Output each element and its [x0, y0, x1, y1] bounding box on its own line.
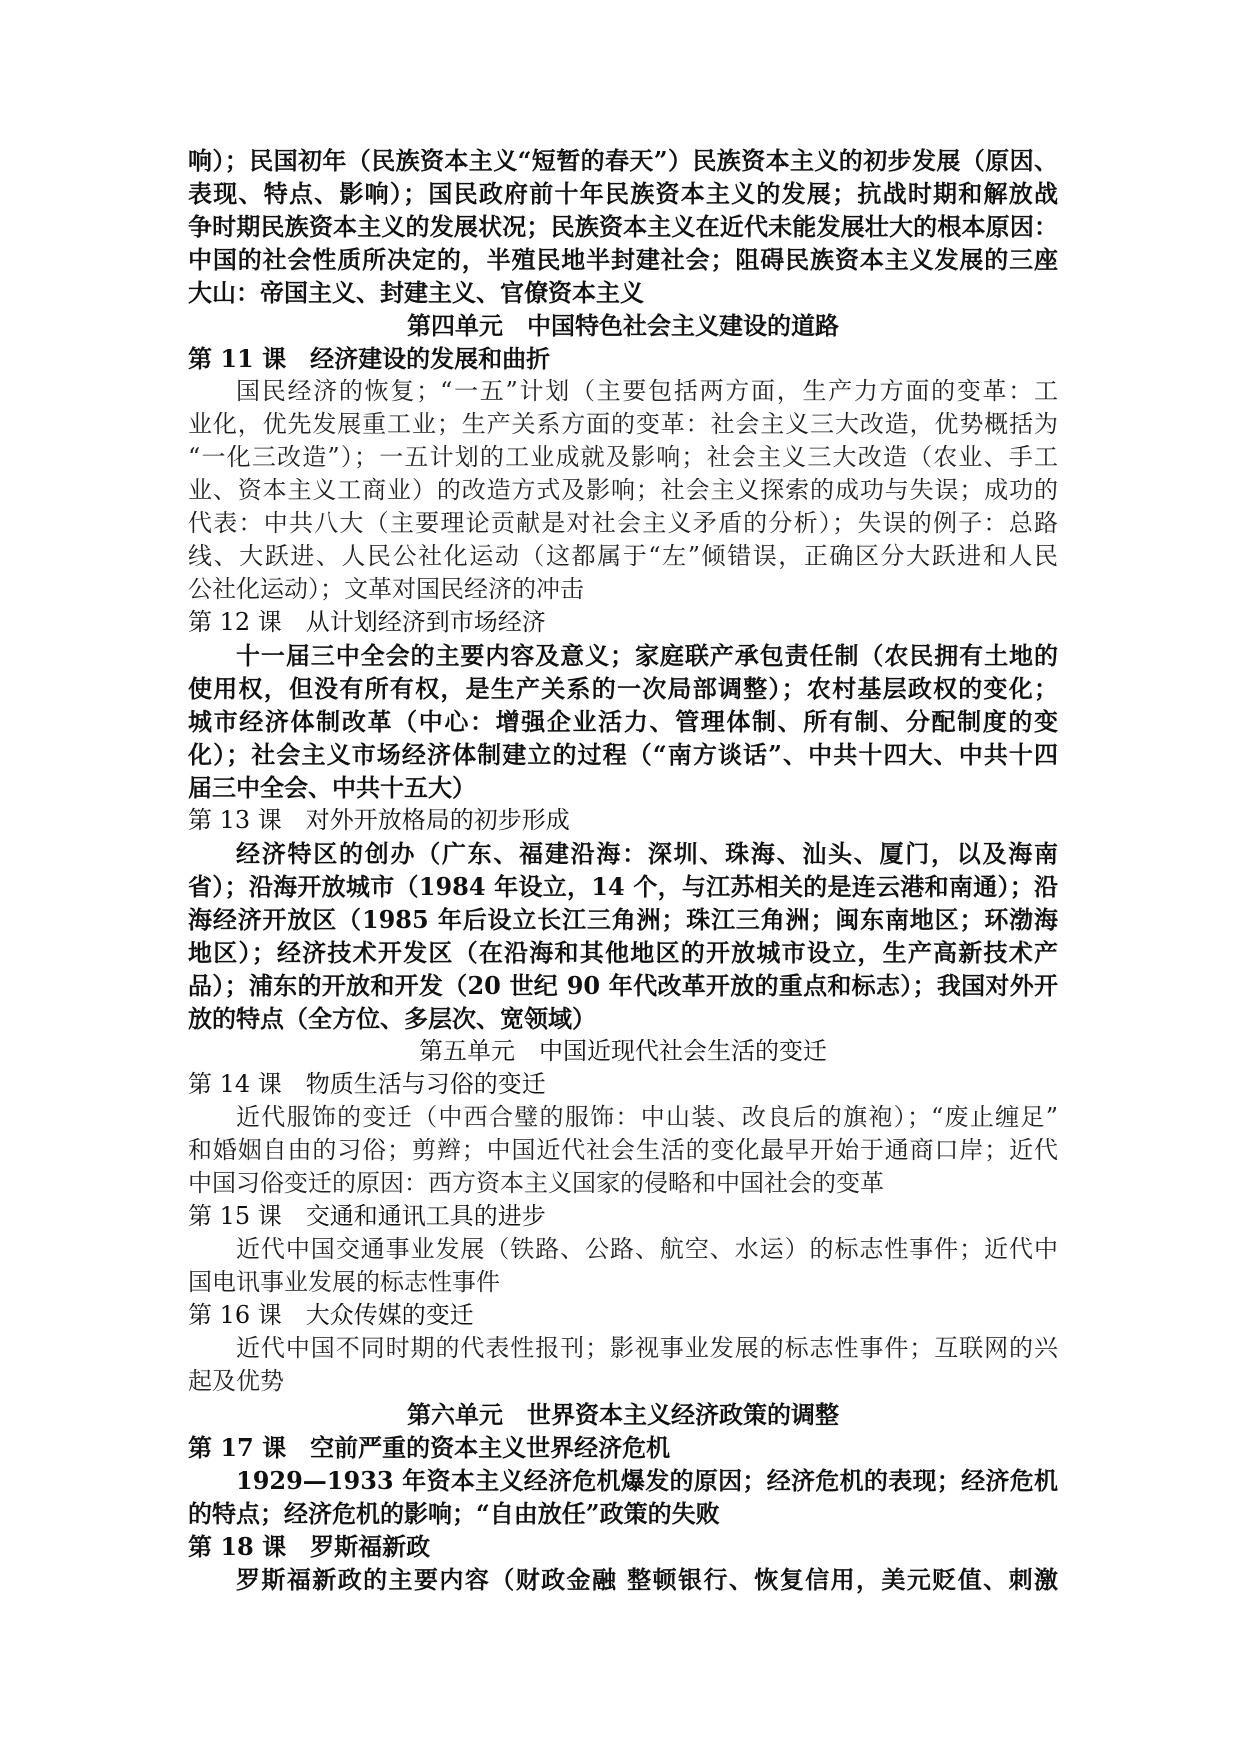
text-line: 品）；浦东的开放和开发（20 世纪 90 年代改革开放的重点和标志）；我国对外开 — [188, 971, 1058, 1000]
lesson-12-title: 第 12 课 从计划经济到市场经济 — [188, 608, 546, 636]
lesson-16-title: 第 16 课 大众传媒的变迁 — [188, 1301, 474, 1329]
lesson-17-body — [188, 1464, 1058, 1530]
lesson-15-body — [188, 1233, 1058, 1299]
text-line: 的特点；经济危机的影响；“自由放任”政策的失败 — [188, 1499, 720, 1528]
text-line: 表现、特点、影响）；国民政府前十年民族资本主义的发展；抗战时期和解放战 — [188, 179, 1058, 208]
text-line: 地区）；经济技术开发区（在沿海和其他地区的开放城市设立，生产高新技术产 — [188, 938, 1058, 967]
text-line: 中国习俗变迁的原因：西方资本主义国家的侵略和中国社会的变革 — [188, 1169, 884, 1197]
text-line: 放的特点（全方位、多层次、宽领域） — [188, 1004, 596, 1033]
text-line: 近代中国交通事业发展（铁路、公路、航空、水运）的标志性事件；近代中 — [236, 1235, 1058, 1263]
text-line: 届三中全会、中共十五大） — [188, 773, 476, 802]
lesson-12-body — [188, 639, 1058, 804]
unit-5-heading: 第五单元 中国近现代社会生活的变迁 — [419, 1037, 827, 1065]
document-page — [188, 144, 1058, 1596]
lesson-16-body — [188, 1332, 1058, 1398]
text-line: 争时期民族资本主义的发展状况；民族资本主义在近代未能发展壮大的根本原因： — [188, 212, 1058, 241]
text-line: 十一届三中全会的主要内容及意义；家庭联产承包责任制（农民拥有土地的 — [236, 641, 1058, 670]
text-line: 业化，优先发展重工业；生产关系方面的变革：社会主义三大改造，优势概括为 — [188, 410, 1058, 438]
unit-6-heading: 第六单元 世界资本主义经济政策的调整 — [407, 1400, 839, 1429]
unit-4-heading: 第四单元 中国特色社会主义建设的道路 — [407, 311, 839, 340]
text-line: 近代服饰的变迁（中西合璧的服饰：中山装、改良后的旗袍）；“废止缠足” — [236, 1103, 1058, 1131]
text-line: 近代中国不同时期的代表性报刊；影视事业发展的标志性事件；互联网的兴 — [236, 1334, 1058, 1362]
text-line: 业、资本主义工商业）的改造方式及影响；社会主义探索的成功与失误；成功的 — [188, 476, 1058, 504]
text-line: 线、大跃进、人民公社化运动（这都属于“左”倾错误，正确区分大跃进和人民 — [188, 542, 1058, 570]
text-line: 使用权，但没有所有权，是生产关系的一次局部调整）；农村基层政权的变化； — [188, 674, 1058, 703]
lesson-11-title: 第 11 课 经济建设的发展和曲折 — [188, 344, 551, 373]
text-line: 公社化运动）；文革对国民经济的冲击 — [188, 575, 584, 603]
lesson-17-title: 第 17 课 空前严重的资本主义世界经济危机 — [188, 1433, 671, 1462]
text-line: 1929—1933 年资本主义经济危机爆发的原因；经济危机的表现；经济危机 — [236, 1466, 1058, 1495]
lesson-13-title: 第 13 课 对外开放格局的初步形成 — [188, 806, 570, 834]
lesson-18-title: 第 18 课 罗斯福新政 — [188, 1532, 431, 1561]
text-line: 国民经济的恢复；“一五”计划（主要包括两方面，生产力方面的变革：工 — [236, 377, 1058, 405]
text-line: 城市经济体制改革（中心：增强企业活力、管理体制、所有制、分配制度的变 — [188, 707, 1058, 736]
lesson-11-body — [188, 375, 1058, 606]
lesson-13-body — [188, 837, 1058, 1035]
text-line: 国电讯事业发展的标志性事件 — [188, 1268, 500, 1296]
text-line: 起及优势 — [188, 1367, 284, 1395]
text-line: 省）；沿海开放城市（1984 年设立，14 个，与江苏相关的是连云港和南通）；沿 — [188, 872, 1058, 901]
lesson-18-body — [188, 1563, 1058, 1596]
text-line: “一化三改造”）；一五计划的工业成就及影响；社会主义三大改造（农业、手工 — [188, 443, 1058, 471]
text-line: 和婚姻自由的习俗；剪辫；中国近代社会生活的变化最早开始于通商口岸；近代 — [188, 1136, 1058, 1164]
text-line: 罗斯福新政的主要内容（财政金融 整顿银行、恢复信用，美元贬值、刺激 — [236, 1565, 1058, 1594]
text-line: 海经济开放区（1985 年后设立长江三角洲；珠江三角洲；闽东南地区；环渤海 — [188, 905, 1058, 934]
text-line: 经济特区的创办（广东、福建沿海：深圳、珠海、汕头、厦门，以及海南 — [236, 839, 1058, 868]
text-line: 化）；社会主义市场经济体制建立的过程（“南方谈话”、中共十四大、中共十四 — [188, 740, 1058, 769]
text-line: 代表：中共八大（主要理论贡献是对社会主义矛盾的分析）；失误的例子：总路 — [188, 509, 1058, 537]
lesson-14-title: 第 14 课 物质生活与习俗的变迁 — [188, 1070, 546, 1098]
text-line: 中国的社会性质所决定的，半殖民地半封建社会；阻碍民族资本主义发展的三座 — [188, 245, 1058, 274]
text-line: 大山：帝国主义、封建主义、官僚资本主义 — [188, 278, 644, 307]
intro-paragraph — [188, 144, 1058, 309]
lesson-15-title: 第 15 课 交通和通讯工具的进步 — [188, 1202, 546, 1230]
lesson-14-body — [188, 1101, 1058, 1200]
text-line: 响）；民国初年（民族资本主义“短暂的春天”）民族资本主义的初步发展（原因、 — [188, 146, 1058, 175]
